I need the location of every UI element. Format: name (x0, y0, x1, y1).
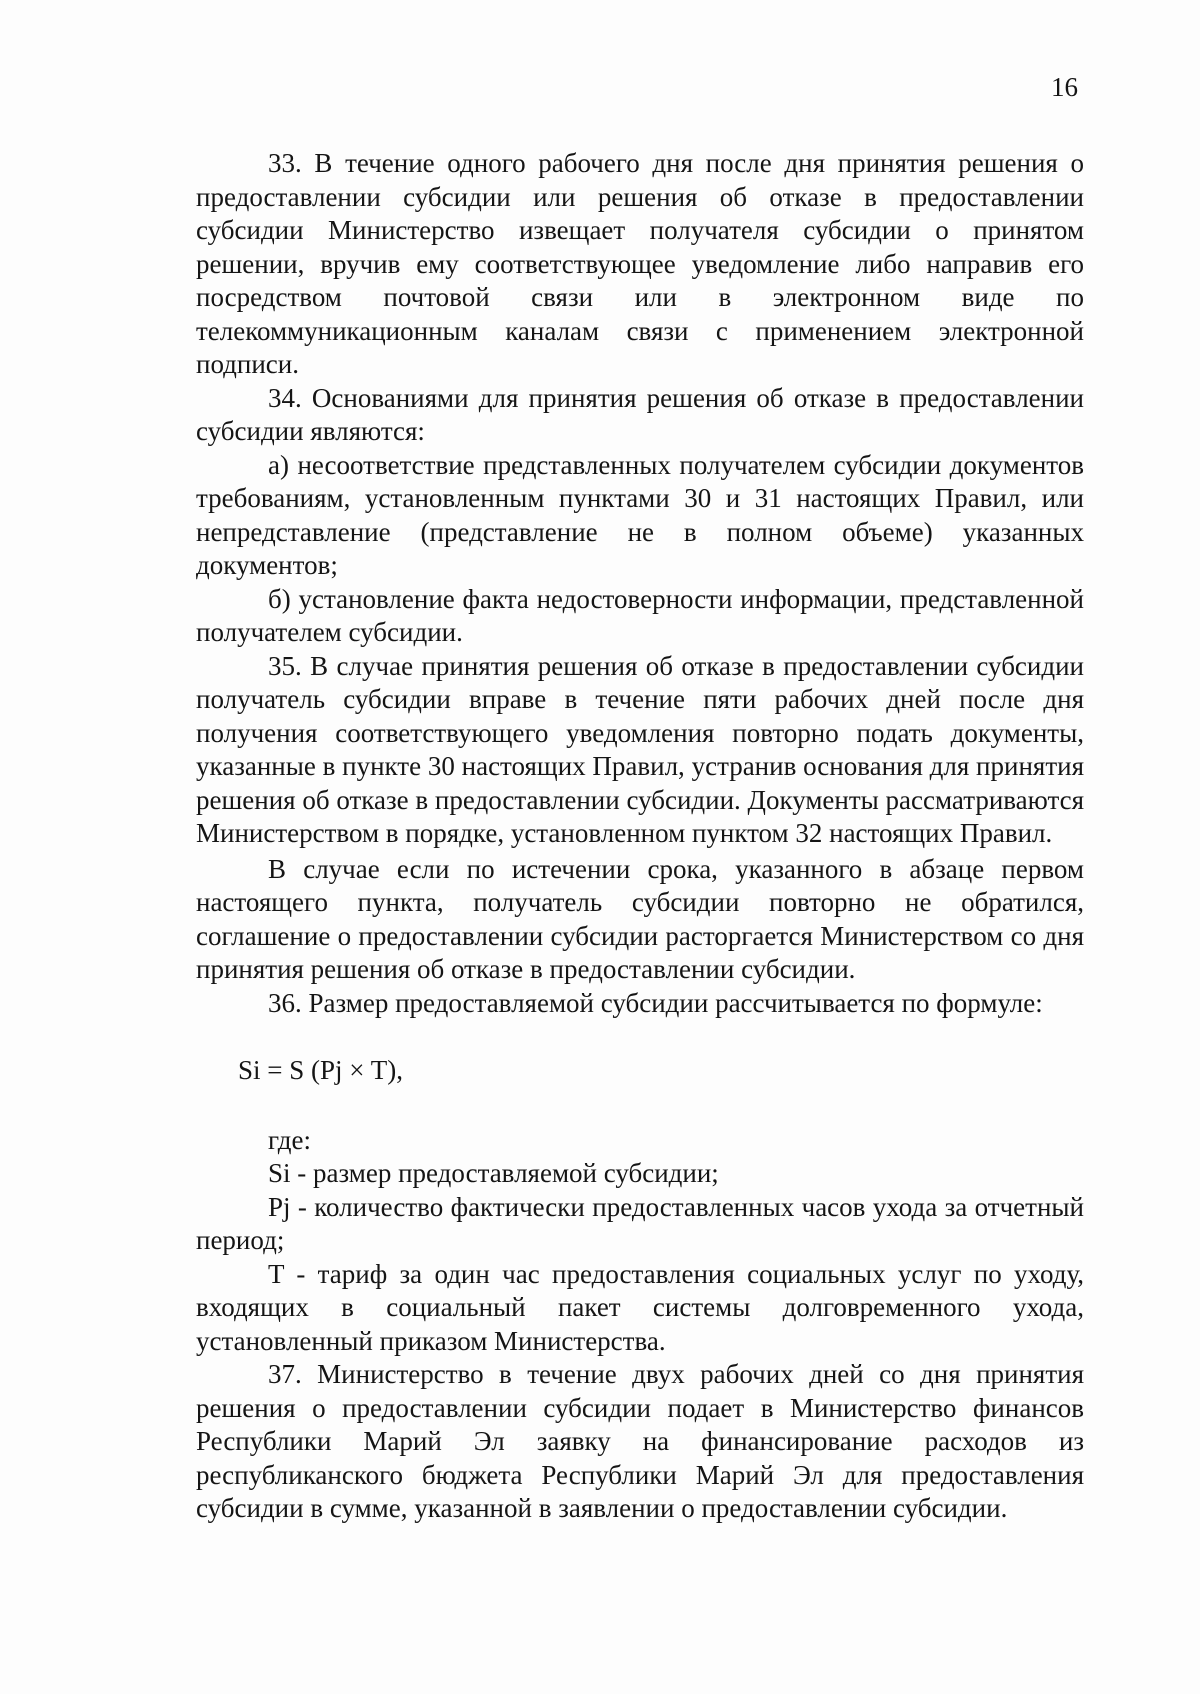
paragraph-36: 36. Размер предоставляемой субсидии рассчитывается по формуле: (268, 987, 1043, 1018)
definition-si: Si - размер предоставляемой субсидии; (268, 1158, 719, 1188)
paragraph-33: 33. В течение одного рабочего дня после дня принятия решения о предоставлении субсидии или решения об отказе в предоставлении субсидии Министерство извещает получателя субсидии о принятом решении, вручив ему соответствующее уведомление либо направив его посредством почтовой связи или в электронном виде по телекоммуникационным каналам связи с применением электронной подписи. (196, 148, 1084, 379)
paragraph-35-second: В случае если по истечении срока, указанного в абзаце первом настоящего пункта, получатель субсидии повторно не обратился, соглашение о предоставлении субсидии расторгается Министерством со дня принятия решения об отказе в предоставлении субсидии. (196, 853, 1084, 984)
formula-where-label: где: (268, 1124, 311, 1155)
paragraph-34-b: б) установление факта недостоверности информации, представленной получателем субсидии. (196, 583, 1084, 647)
subsidy-formula: Si = S (Pj × T), (238, 1055, 403, 1085)
paragraph-34: 34. Основаниями для принятия решения об отказе в предоставлении субсидии являются: (196, 382, 1084, 446)
paragraph-37: 37. Министерство в течение двух рабочих дней со дня принятия решения о предоставлении субсидии подает в Министерство финансов Республики Марий Эл заявку на финансирование расходов из республиканского бюджета Республики Марий Эл для предоставления субсидии в сумме, указанной в заявлении о предоставлении субсидии. (196, 1359, 1084, 1523)
page-number: 16 (1051, 72, 1078, 102)
paragraph-35: 35. В случае принятия решения об отказе в предоставлении субсидии получатель субсидии вправе в течение пяти рабочих дней после дня получения соответствующего уведомления повторно подать документы, указанные в пункте 30 настоящих Правил, устранив основания для принятия решения об отказе в предоставлении субсидии. Документы рассматриваются Министерством в порядке, установленном пунктом 32 настоящих Правил. (196, 650, 1084, 848)
definition-pj: Pj - количество фактически предоставленных часов ухода за отчетный период; (196, 1191, 1084, 1255)
paragraph-34-a: а) несоответствие представленных получателем субсидии документов требованиям, установленным пунктами 30 и 31 настоящих Правил, или непредставление (представление не в полном объеме) указанных документов; (196, 449, 1084, 580)
document-body (196, 147, 1084, 1526)
definition-t: T - тариф за один час предоставления социальных услуг по уходу, входящих в социальный пакет системы долговременного ухода, установленный приказом Министерства. (196, 1258, 1084, 1356)
